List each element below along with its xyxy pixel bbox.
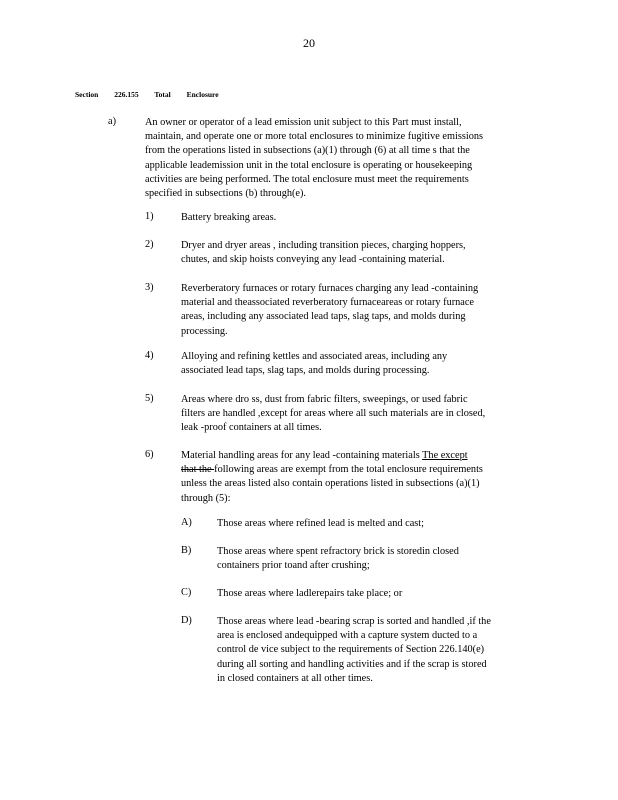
text-line: containers prior toand after crushing; <box>217 560 370 572</box>
item-6-marker: 6) <box>145 449 154 460</box>
item-6-line1-text: Material handling areas for any lead -containing materials <box>181 450 423 461</box>
page-number: 20 <box>303 36 315 50</box>
item-3-marker: 3) <box>145 282 154 293</box>
struck-text: except <box>440 450 468 461</box>
item-4-marker: 4) <box>145 350 154 361</box>
item-3-text <box>181 282 478 339</box>
text-line: Reverberatory furnaces or rotary furnaces charging any lead -containing <box>181 283 479 294</box>
item-2-text <box>181 239 466 267</box>
subsection-a-text <box>145 116 483 201</box>
section-word: Section <box>75 90 99 99</box>
text-line: Alloying and refining kettles and associated areas, including any <box>181 351 448 362</box>
text-line <box>181 449 483 463</box>
text-line: during all sorting and handling activities and if the scrap is stored <box>217 658 487 670</box>
text-line: specified in subsections (b) through(e). <box>145 188 306 200</box>
text-line: Those areas where spent refractory brick is storedin closed <box>217 546 459 557</box>
subitem-b-marker: B) <box>181 545 192 556</box>
text-line: Those areas where ladlerepairs take place; or <box>217 588 403 599</box>
text-line <box>181 463 483 477</box>
text-line: control de vice subject to the requirements of Section 226.140(e) <box>217 644 485 656</box>
text-line: Those areas where lead -bearing scrap is sorted and handled ,if the <box>217 616 491 627</box>
item-5-marker: 5) <box>145 393 154 404</box>
text-line: associated lead taps, slag taps, and molds during processing. <box>181 365 430 377</box>
section-title-word-1: Total <box>154 90 171 99</box>
text-line: material and theassociated reverberatory furnaceareas or rotary furnace <box>181 297 475 309</box>
item-1-marker: 1) <box>145 211 154 222</box>
item-6-line2-text: following areas are exempt from the total enclosure requirements <box>214 464 483 476</box>
item-1-text <box>181 211 276 225</box>
text-line: Those areas where refined lead is melted and cast; <box>217 518 424 529</box>
section-number: 226.155 <box>114 90 139 99</box>
text-line: through (5): <box>181 492 231 504</box>
text-line: Dryer and dryer areas , including transition pieces, charging hoppers, <box>181 240 466 251</box>
text-line: leak -proof containers at all times. <box>181 422 322 434</box>
text-line: An owner or operator of a lead emission unit subject to this Part must install, <box>145 117 462 128</box>
text-line: filters are handled ,except for areas where all such materials are in closed, <box>181 408 486 420</box>
subsection-a-marker: a) <box>108 116 116 127</box>
subitem-c-marker: C) <box>181 587 192 598</box>
text-line: Battery breaking areas. <box>181 212 277 223</box>
text-line: chutes, and skip hoists conveying any lead -containing material. <box>181 254 445 266</box>
text-line: from the operations listed in subsections (a)(1) through (6) at all time s that the <box>145 145 470 157</box>
inserted-text: The <box>422 450 441 461</box>
section-heading <box>75 90 233 99</box>
subitem-d-text <box>217 615 491 686</box>
subitem-d-marker: D) <box>181 615 192 626</box>
text-line: processing. <box>181 325 228 337</box>
item-2-marker: 2) <box>145 239 154 250</box>
text-line: Areas where dro ss, dust from fabric filters, sweepings, or used fabric <box>181 394 468 405</box>
item-6-text <box>181 449 483 506</box>
item-5-text <box>181 393 485 436</box>
struck-text: that the <box>181 464 215 476</box>
item-4-text <box>181 350 447 378</box>
text-line: applicable leademission unit in the total enclosure is operating or housekeeping <box>145 159 473 171</box>
text-line: unless the areas listed also contain operations listed in subsections (a)(1) <box>181 478 480 490</box>
subitem-b-text <box>217 545 459 573</box>
text-line: area is enclosed andequipped with a capture system ducted to a <box>217 630 478 642</box>
subitem-c-text <box>217 587 402 601</box>
subitem-a-marker: A) <box>181 517 192 528</box>
text-line: areas, including any associated lead taps, slag taps, and molds during <box>181 311 466 323</box>
subitem-a-text <box>217 517 424 531</box>
text-line: maintain, and operate one or more total enclosures to minimize fugitive emissions <box>145 131 483 143</box>
text-line: in closed containers at all other times. <box>217 672 373 684</box>
section-title-word-2: Enclosure <box>186 90 219 99</box>
text-line: activities are being performed. The total enclosure must meet the requirements <box>145 173 469 185</box>
